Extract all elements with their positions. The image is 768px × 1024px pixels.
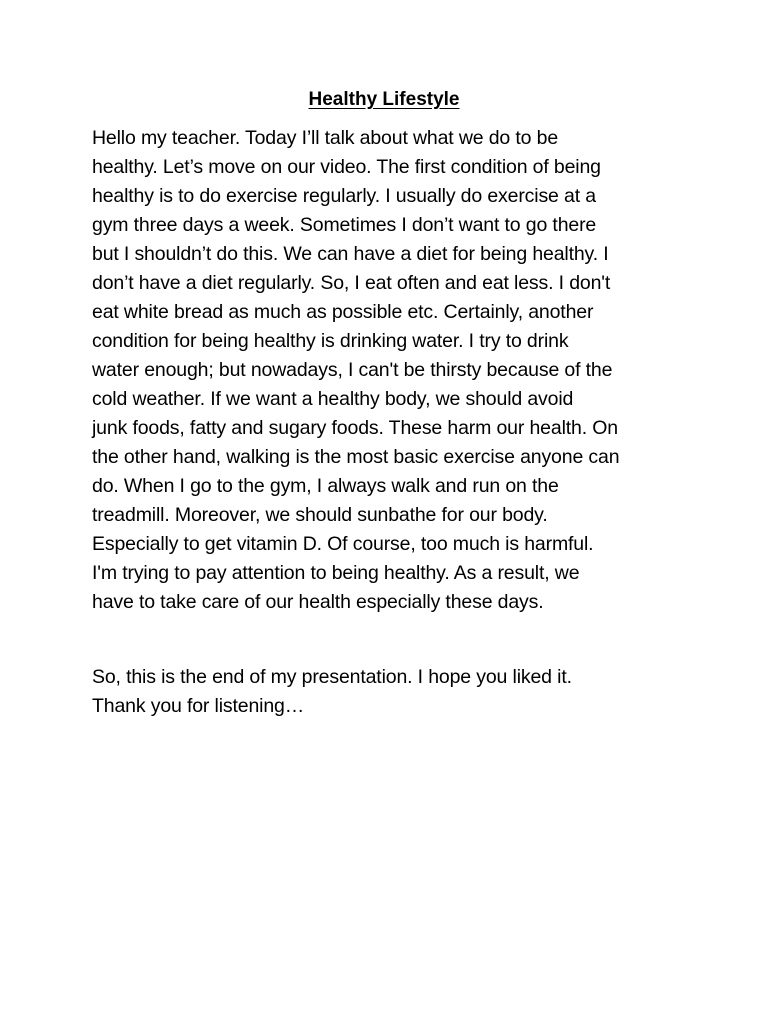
body-line: I'm trying to pay attention to being healthy. As a result, we [92,562,580,584]
body-line: healthy is to do exercise regularly. I usually do exercise at a [92,185,596,207]
body-line: water enough; but nowadays, I can't be thirsty because of the [92,359,613,381]
body-line: healthy. Let’s move on our video. The first condition of being [92,156,601,178]
body-paragraph [92,124,682,617]
body-line: have to take care of our health especially these days. [92,591,544,613]
body-line: condition for being healthy is drinking water. I try to drink [92,330,569,352]
body-line: gym three days a week. Sometimes I don’t want to go there [92,214,597,236]
body-line: but I shouldn’t do this. We can have a diet for being healthy. I [92,243,609,265]
body-line: Hello my teacher. Today I’ll talk about what we do to be [92,127,559,149]
body-line: treadmill. Moreover, we should sunbathe for our body. [92,504,548,526]
document-title: Healthy Lifestyle [308,89,460,110]
body-line: don’t have a diet regularly. So, I eat often and eat less. I don't [92,272,611,294]
closing-paragraph [92,663,682,721]
body-line: the other hand, walking is the most basic exercise anyone can [92,446,620,468]
body-line: cold weather. If we want a healthy body, we should avoid [92,388,574,410]
body-line: do. When I go to the gym, I always walk and run on the [92,475,559,497]
body-line: eat white bread as much as possible etc. Certainly, another [92,301,594,323]
closing-line: So, this is the end of my presentation. I hope you liked it. [92,666,572,688]
body-line: junk foods, fatty and sugary foods. These harm our health. On [92,417,618,439]
body-line: Especially to get vitamin D. Of course, too much is harmful. [92,533,594,555]
closing-line: Thank you for listening… [92,695,305,717]
